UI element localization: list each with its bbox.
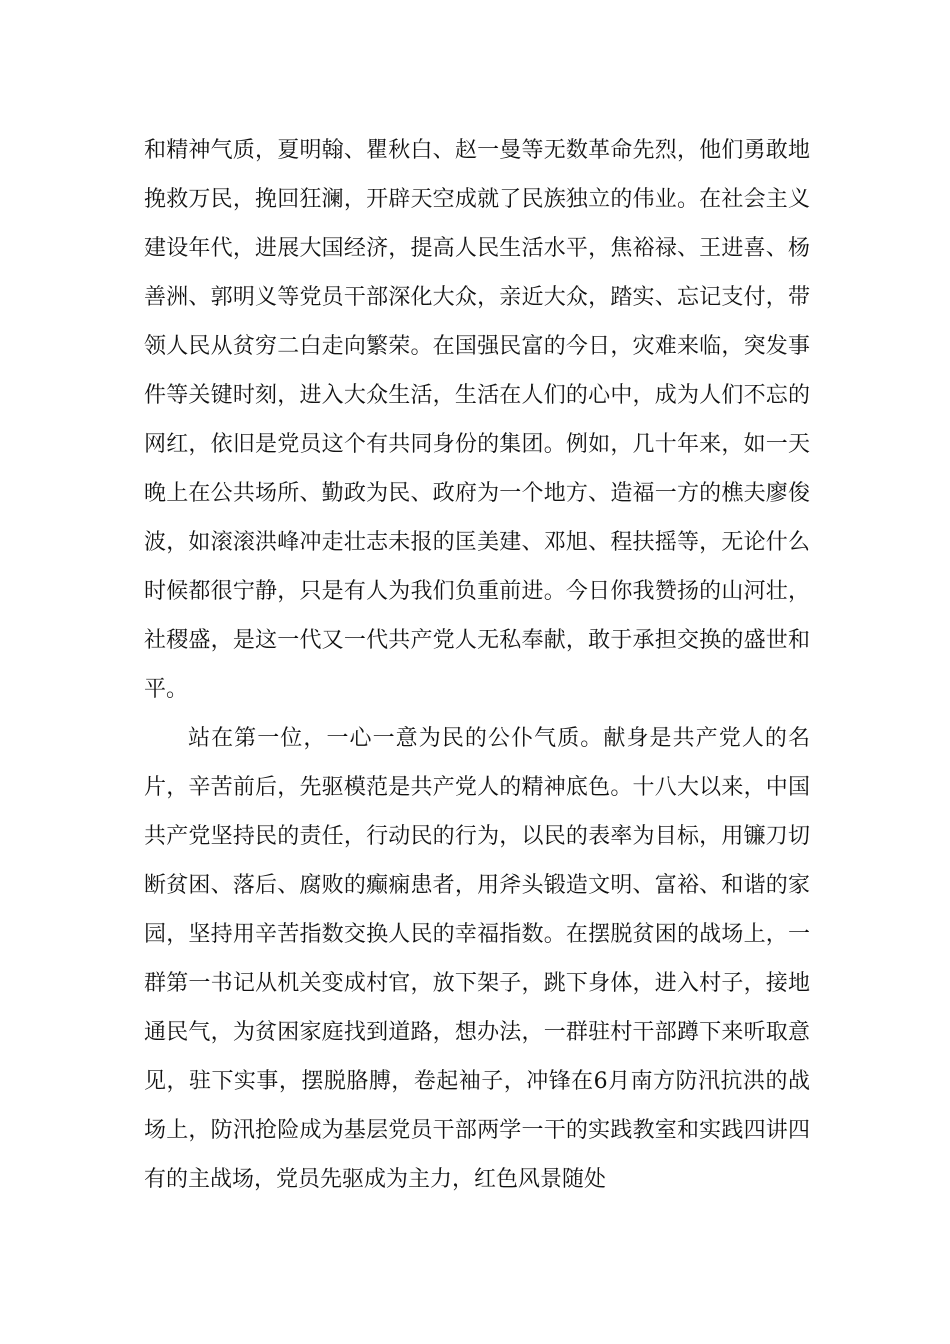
paragraph-1: 和精神气质，夏明翰、瞿秋白、赵一曼等无数革命先烈，他们勇敢地挽救万民，挽回狂澜，开辟天空成就了民族独立的伟业。在社会主义建设年代，进展大国经济，提高人民生活水平，焦裕禄、王进喜、杨善洲、郭明义等党员干部深化大众，亲近大众，踏实、忘记支付，带领人民从贫穷二白走向繁荣。在国强民富的今日，灾难来临，突发事件等关键时刻，进入大众生活，生活在人们的心中，成为人们不忘的网红，依旧是党员这个有共同身份的集团。例如，几十年来，如一天晚上在公共场所、勤政为民、政府为一个地方、造福一方的樵夫廖俊波，如滚滚洪峰冲走壮志未报的匡美建、邓旭、程扶摇等，无论什么时候都很宁静，只是有人为我们负重前进。今日你我赞扬的山河壮，社稷盛，是这一代又一代共产党人无私奉献，敢于承担交换的盛世和平。 bbox=[144, 138, 810, 702]
document-body bbox=[144, 126, 810, 1204]
paragraph-2: 站在第一位，一心一意为民的公仆气质。献身是共产党人的名片，辛苦前后，先驱模范是共产党人的精神底色。十八大以来，中国共产党坚持民的责任，行动民的行为，以民的表率为目标，用镰刀切断贫困、落后、腐败的癫痫患者，用斧头锻造文明、富裕、和谐的家园，坚持用辛苦指数交换人民的幸福指数。在摆脱贫困的战场上，一群第一书记从机关变成村官，放下架子，跳下身体，进入村子，接地通民气，为贫困家庭找到道路，想办法，一群驻村干部蹲下来听取意见，驻下实事，摆脱胳膊，卷起袖子，冲锋在6月南方防汛抗洪的战场上，防汛抢险成为基层党员干部两学一干的实践教室和实践四讲四有的主战场，党员先驱成为主力，红色风景随处 bbox=[144, 726, 810, 1192]
